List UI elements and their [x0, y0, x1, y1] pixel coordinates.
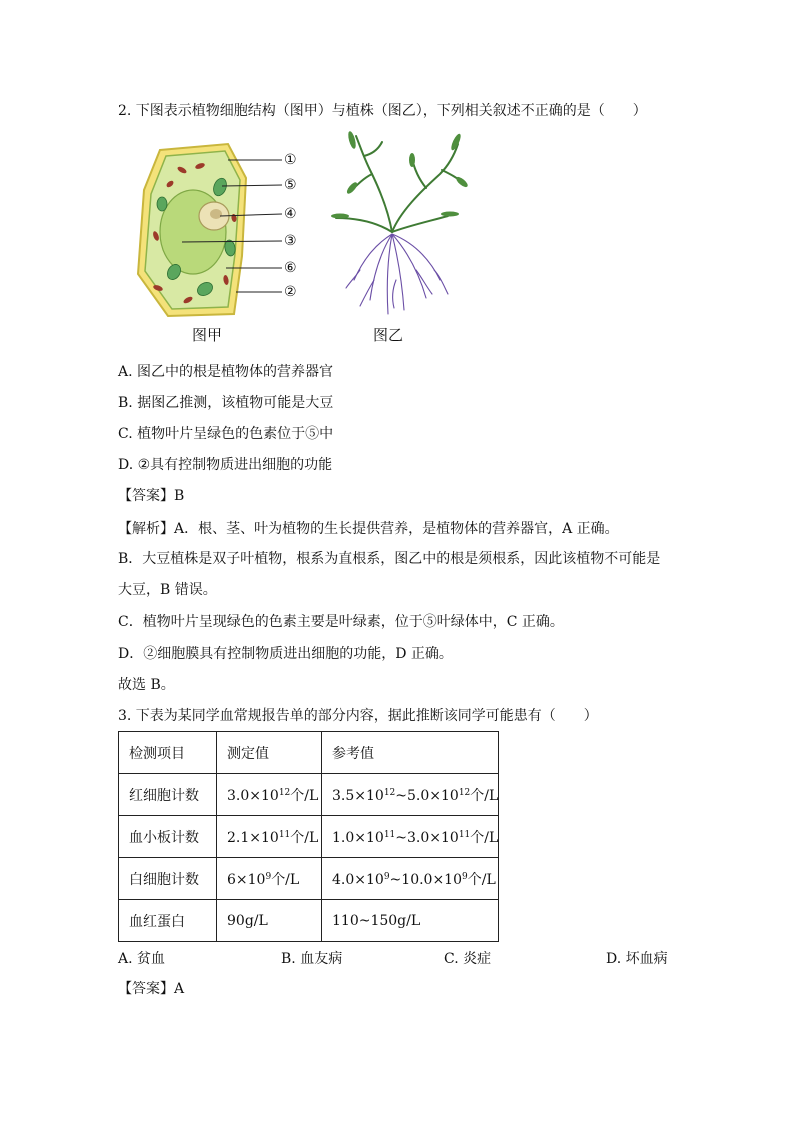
q2-option-b: B. 据图乙推测，该植物可能是大豆 — [118, 395, 334, 411]
plant-cell-figure — [134, 138, 334, 318]
q2-option-d: D. ②具有控制物质进出细胞的功能 — [118, 457, 333, 473]
table-row — [119, 774, 499, 816]
table-cell-value: 90g/L — [217, 900, 322, 942]
callout-1: ① — [284, 152, 297, 168]
table-cell-value: $6\times 10^9$个/L — [217, 858, 322, 900]
table-cell-item: 血红蛋白 — [119, 900, 217, 942]
table-cell-item: 红细胞计数 — [119, 774, 217, 816]
table-cell-ref: $4.0\times 10^9\sim 10.0\times 10^9$个/L — [322, 858, 499, 900]
q2-stem: 2. 下图表示植物细胞结构（图甲）与植株（图乙），下列相关叙述不正确的是（ ） — [118, 103, 647, 119]
fibrous-roots — [346, 234, 448, 314]
q2-analysis-line-6: 故选 B。 — [118, 677, 175, 693]
plant-figure — [330, 130, 470, 320]
q2-option-a: A. 图乙中的根是植物体的营养器官 — [118, 364, 334, 380]
q2-analysis-line-1: 【解析】A．根、茎、叶为植物的生长提供营养，是植物体的营养器官，A 正确。 — [118, 521, 619, 537]
blood-test-table — [118, 731, 499, 942]
q3-option-c: C. 炎症 — [444, 951, 492, 967]
table-header-cell: 检测项目 — [119, 732, 217, 774]
table-row — [119, 816, 499, 858]
table-cell-value: $3.0\times 10^{12}$个/L — [217, 774, 322, 816]
q3-answer: 【答案】A — [118, 981, 185, 997]
callout-6: ⑥ — [284, 260, 297, 276]
callout-2: ② — [284, 284, 297, 300]
q2-analysis-line-3: 大豆，B 错误。 — [118, 582, 217, 598]
table-cell-item: 白细胞计数 — [119, 858, 217, 900]
callout-3: ③ — [284, 233, 297, 249]
q3-stem: 3. 下表为某同学血常规报告单的部分内容，据此推断该同学可能患有（ ） — [118, 708, 598, 724]
table-header-cell: 测定值 — [217, 732, 322, 774]
table-cell-value: $2.1\times 10^{11}$个/L — [217, 816, 322, 858]
figure-b-label: 图乙 — [373, 326, 404, 344]
nucleolus — [210, 209, 222, 219]
table-cell-ref: $1.0\times 10^{11}\sim 3.0\times 10^{11}$个/L — [322, 816, 499, 858]
table-cell-ref: $3.5\times 10^{12}\sim 5.0\times 10^{12}$个/L — [322, 774, 499, 816]
q2-analysis-line-4: C．植物叶片呈现绿色的色素主要是叶绿素，位于⑤叶绿体中，C 正确。 — [118, 614, 564, 630]
callout-5: ⑤ — [284, 177, 297, 193]
q3-option-a: A. 贫血 — [118, 951, 166, 967]
q2-analysis-line-5: D．②细胞膜具有控制物质进出细胞的功能，D 正确。 — [118, 646, 453, 662]
figure-a-label: 图甲 — [192, 326, 223, 344]
q2-option-c: C. 植物叶片呈绿色的色素位于⑤中 — [118, 426, 334, 442]
q3-option-b: B. 血友病 — [281, 951, 343, 967]
table-header-row — [119, 732, 499, 774]
table-header-cell: 参考值 — [322, 732, 499, 774]
q2-answer: 【答案】B — [118, 488, 185, 504]
q2-analysis-line-2: B．大豆植株是双子叶植物，根系为直根系，图乙中的根是须根系，因此该植物不可能是 — [118, 551, 661, 567]
table-row — [119, 900, 499, 942]
q3-option-d: D. 坏血病 — [606, 951, 668, 967]
callout-4: ④ — [284, 206, 297, 222]
table-cell-item: 血小板计数 — [119, 816, 217, 858]
table-cell-ref: 110~150g/L — [322, 900, 499, 942]
table-row — [119, 858, 499, 900]
